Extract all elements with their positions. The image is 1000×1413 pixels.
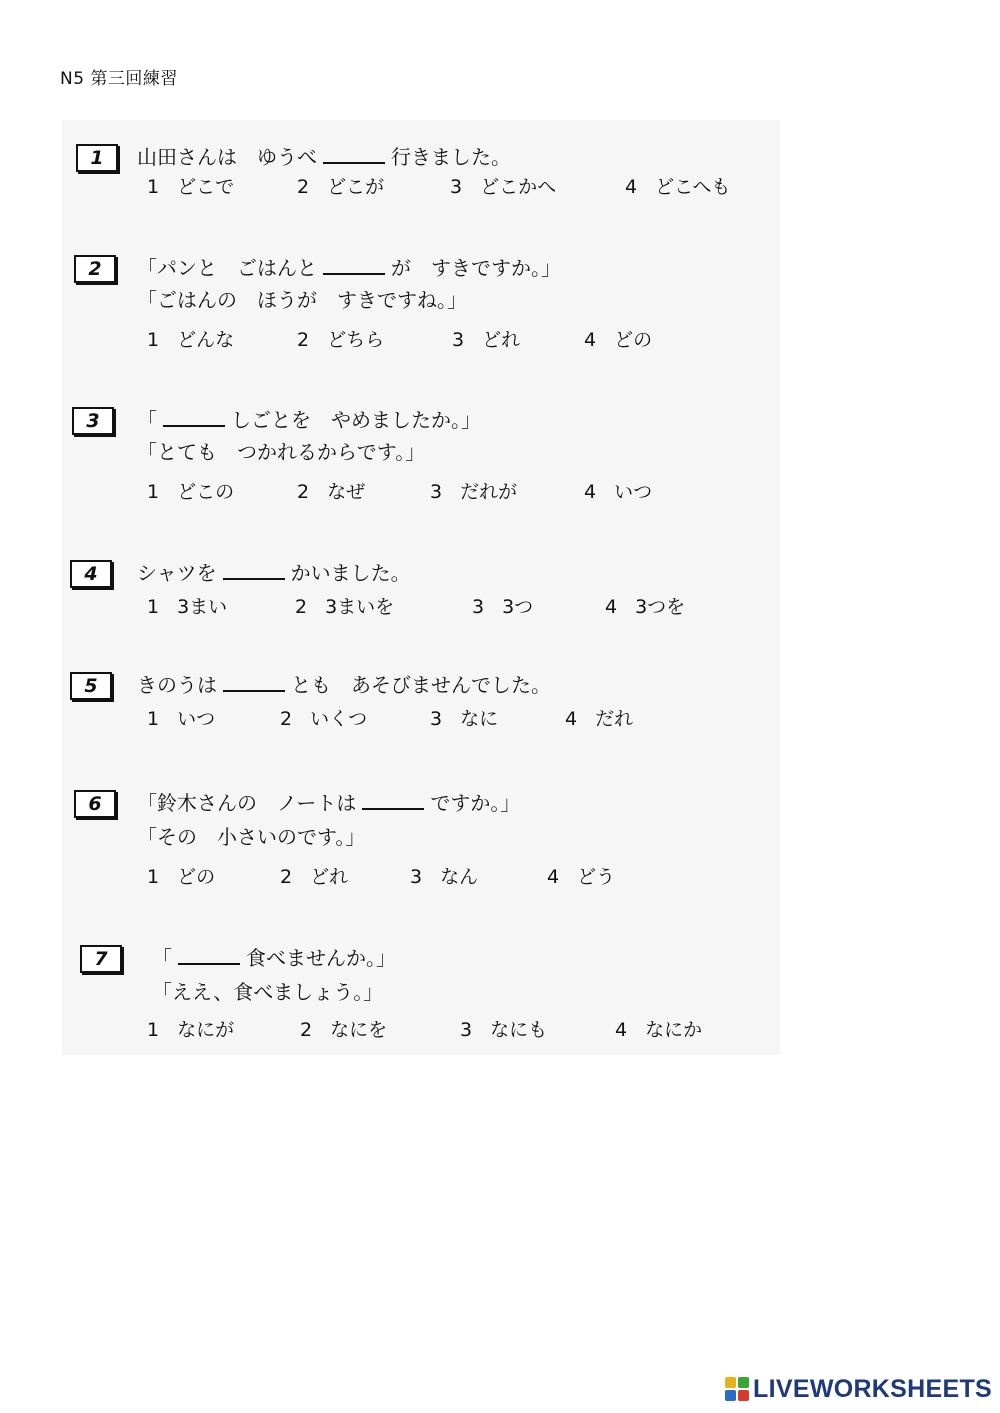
question-text-part: 「 (137, 408, 157, 432)
choice-text: 3まい (177, 596, 228, 618)
choice-text: どれ (310, 866, 349, 888)
choice-number: 1 (147, 329, 160, 351)
choice-text: なにも (490, 1019, 548, 1041)
choice-2[interactable] (297, 174, 384, 200)
choice-text: なにか (645, 1019, 703, 1041)
choice-4[interactable] (605, 594, 685, 620)
question-number-box: 2 (74, 255, 116, 283)
question-number-box: 3 (72, 407, 114, 435)
choice-4[interactable] (584, 327, 652, 353)
choice-number: 4 (605, 596, 618, 618)
question-text: 「ごはんの ほうが すきですね。」 (137, 288, 467, 312)
choice-1[interactable] (147, 864, 215, 890)
choice-4[interactable] (625, 174, 730, 200)
choice-number: 1 (147, 481, 160, 503)
choice-3[interactable] (472, 594, 533, 620)
choice-text: どの (614, 329, 653, 351)
choice-number: 4 (584, 329, 597, 351)
choice-number: 4 (625, 176, 638, 198)
choice-1[interactable] (147, 706, 215, 732)
question-text-part: とも あそびませんでした。 (291, 673, 551, 697)
choice-2[interactable] (280, 864, 348, 890)
choice-number: 2 (295, 596, 308, 618)
choice-number: 1 (147, 176, 160, 198)
choice-text: いつ (177, 708, 216, 730)
question-text (137, 790, 520, 816)
question-text-part: が すきですか。」 (391, 256, 561, 280)
question-text (137, 560, 411, 586)
liveworksheets-logo[interactable] (725, 1373, 992, 1405)
question-text (137, 255, 561, 281)
choice-number: 2 (280, 708, 293, 730)
choice-text: いつ (614, 481, 653, 503)
choice-2[interactable] (280, 706, 367, 732)
choice-text: どれ (482, 329, 521, 351)
choice-number: 1 (147, 1019, 160, 1041)
choice-text: 3まいを (325, 596, 395, 618)
choice-text: どの (177, 866, 216, 888)
choice-2[interactable] (297, 327, 384, 353)
choice-number: 2 (280, 866, 293, 888)
answer-blank[interactable] (362, 790, 424, 810)
question-text: 「その 小さいのです。」 (137, 825, 366, 849)
choice-text: どこかへ (480, 176, 557, 198)
question-text-part: ですか。」 (430, 791, 521, 815)
choice-1[interactable] (147, 327, 234, 353)
question-number-box: 6 (74, 790, 116, 818)
choice-number: 4 (547, 866, 560, 888)
choice-text: どこで (177, 176, 235, 198)
choice-text: 3つを (635, 596, 686, 618)
choice-number: 3 (460, 1019, 473, 1041)
choice-number: 1 (147, 708, 160, 730)
choice-4[interactable] (565, 706, 633, 732)
choice-text: どこの (177, 481, 235, 503)
choice-4[interactable] (615, 1017, 702, 1043)
question-text (137, 672, 551, 698)
worksheet-scan (62, 120, 780, 1055)
choice-text: どう (577, 866, 616, 888)
choice-3[interactable] (450, 174, 556, 200)
choice-1[interactable] (147, 594, 227, 620)
question-text-part: 食べませんか。」 (246, 946, 396, 970)
choice-text: なぜ (327, 481, 366, 503)
choice-number: 1 (147, 596, 160, 618)
choice-3[interactable] (410, 864, 478, 890)
choice-text: どこが (327, 176, 385, 198)
answer-blank[interactable] (178, 945, 240, 965)
answer-blank[interactable] (163, 407, 225, 427)
question-text-part: 「 (152, 946, 172, 970)
choice-text: どちら (327, 329, 385, 351)
choice-text: なにが (177, 1019, 235, 1041)
choice-number: 3 (410, 866, 423, 888)
choice-4[interactable] (547, 864, 615, 890)
question-text-part: 「パンと ごはんと (137, 256, 317, 280)
answer-blank[interactable] (323, 255, 385, 275)
choice-text: なに (460, 708, 499, 730)
choice-number: 4 (584, 481, 597, 503)
question-text-part: シャツを (137, 561, 217, 585)
choice-number: 2 (300, 1019, 313, 1041)
question-text (137, 144, 511, 170)
choice-3[interactable] (452, 327, 520, 353)
choice-1[interactable] (147, 174, 234, 200)
answer-blank[interactable] (223, 672, 285, 692)
choice-number: 3 (472, 596, 485, 618)
choice-text: だれ (595, 708, 634, 730)
choice-number: 3 (430, 481, 443, 503)
question-text-part: きのうは (137, 673, 217, 697)
choice-text: だれが (460, 481, 518, 503)
answer-blank[interactable] (323, 144, 385, 164)
question-text (137, 407, 481, 433)
choice-number: 3 (430, 708, 443, 730)
page-title: N5 第三回練習 (60, 69, 178, 89)
choice-text: どこへも (655, 176, 731, 198)
question-text (152, 945, 396, 971)
question-text-part: 山田さんは ゆうべ (137, 145, 317, 169)
choice-number: 4 (565, 708, 578, 730)
question-text: 「とても つかれるからです。」 (137, 440, 426, 464)
logo-text: LIVEWORKSHEETS (753, 1374, 992, 1403)
question-text-part: 行きました。 (391, 145, 511, 169)
choice-1[interactable] (147, 479, 234, 505)
choice-number: 3 (450, 176, 463, 198)
choice-3[interactable] (430, 479, 517, 505)
choice-number: 3 (452, 329, 465, 351)
choice-text: いくつ (310, 708, 368, 730)
choice-3[interactable] (460, 1017, 547, 1043)
choice-text: なん (440, 866, 479, 888)
question-text-part: かいました。 (290, 561, 411, 585)
choice-text: なにを (330, 1019, 388, 1041)
answer-blank[interactable] (223, 560, 285, 580)
question-number-box: 5 (70, 672, 112, 700)
question-number-box: 1 (76, 144, 118, 172)
question-number-box: 4 (70, 560, 112, 588)
question-text-part: しごとを やめましたか。」 (231, 408, 481, 432)
question-text: 「ええ、食べましょう。」 (152, 980, 384, 1004)
question-text-part: 「鈴木さんの ノートは (137, 791, 357, 815)
choice-number: 4 (615, 1019, 628, 1041)
choice-number: 2 (297, 176, 310, 198)
choice-3[interactable] (430, 706, 498, 732)
logo-icon (725, 1377, 749, 1401)
question-number-box: 7 (80, 945, 122, 973)
choice-2[interactable] (297, 479, 365, 505)
choice-number: 1 (147, 866, 160, 888)
choice-text: どんな (177, 329, 235, 351)
choice-2[interactable] (300, 1017, 387, 1043)
choice-4[interactable] (584, 479, 652, 505)
choice-text: 3つ (502, 596, 534, 618)
choice-number: 2 (297, 329, 310, 351)
choice-number: 2 (297, 481, 310, 503)
choice-2[interactable] (295, 594, 394, 620)
choice-1[interactable] (147, 1017, 234, 1043)
